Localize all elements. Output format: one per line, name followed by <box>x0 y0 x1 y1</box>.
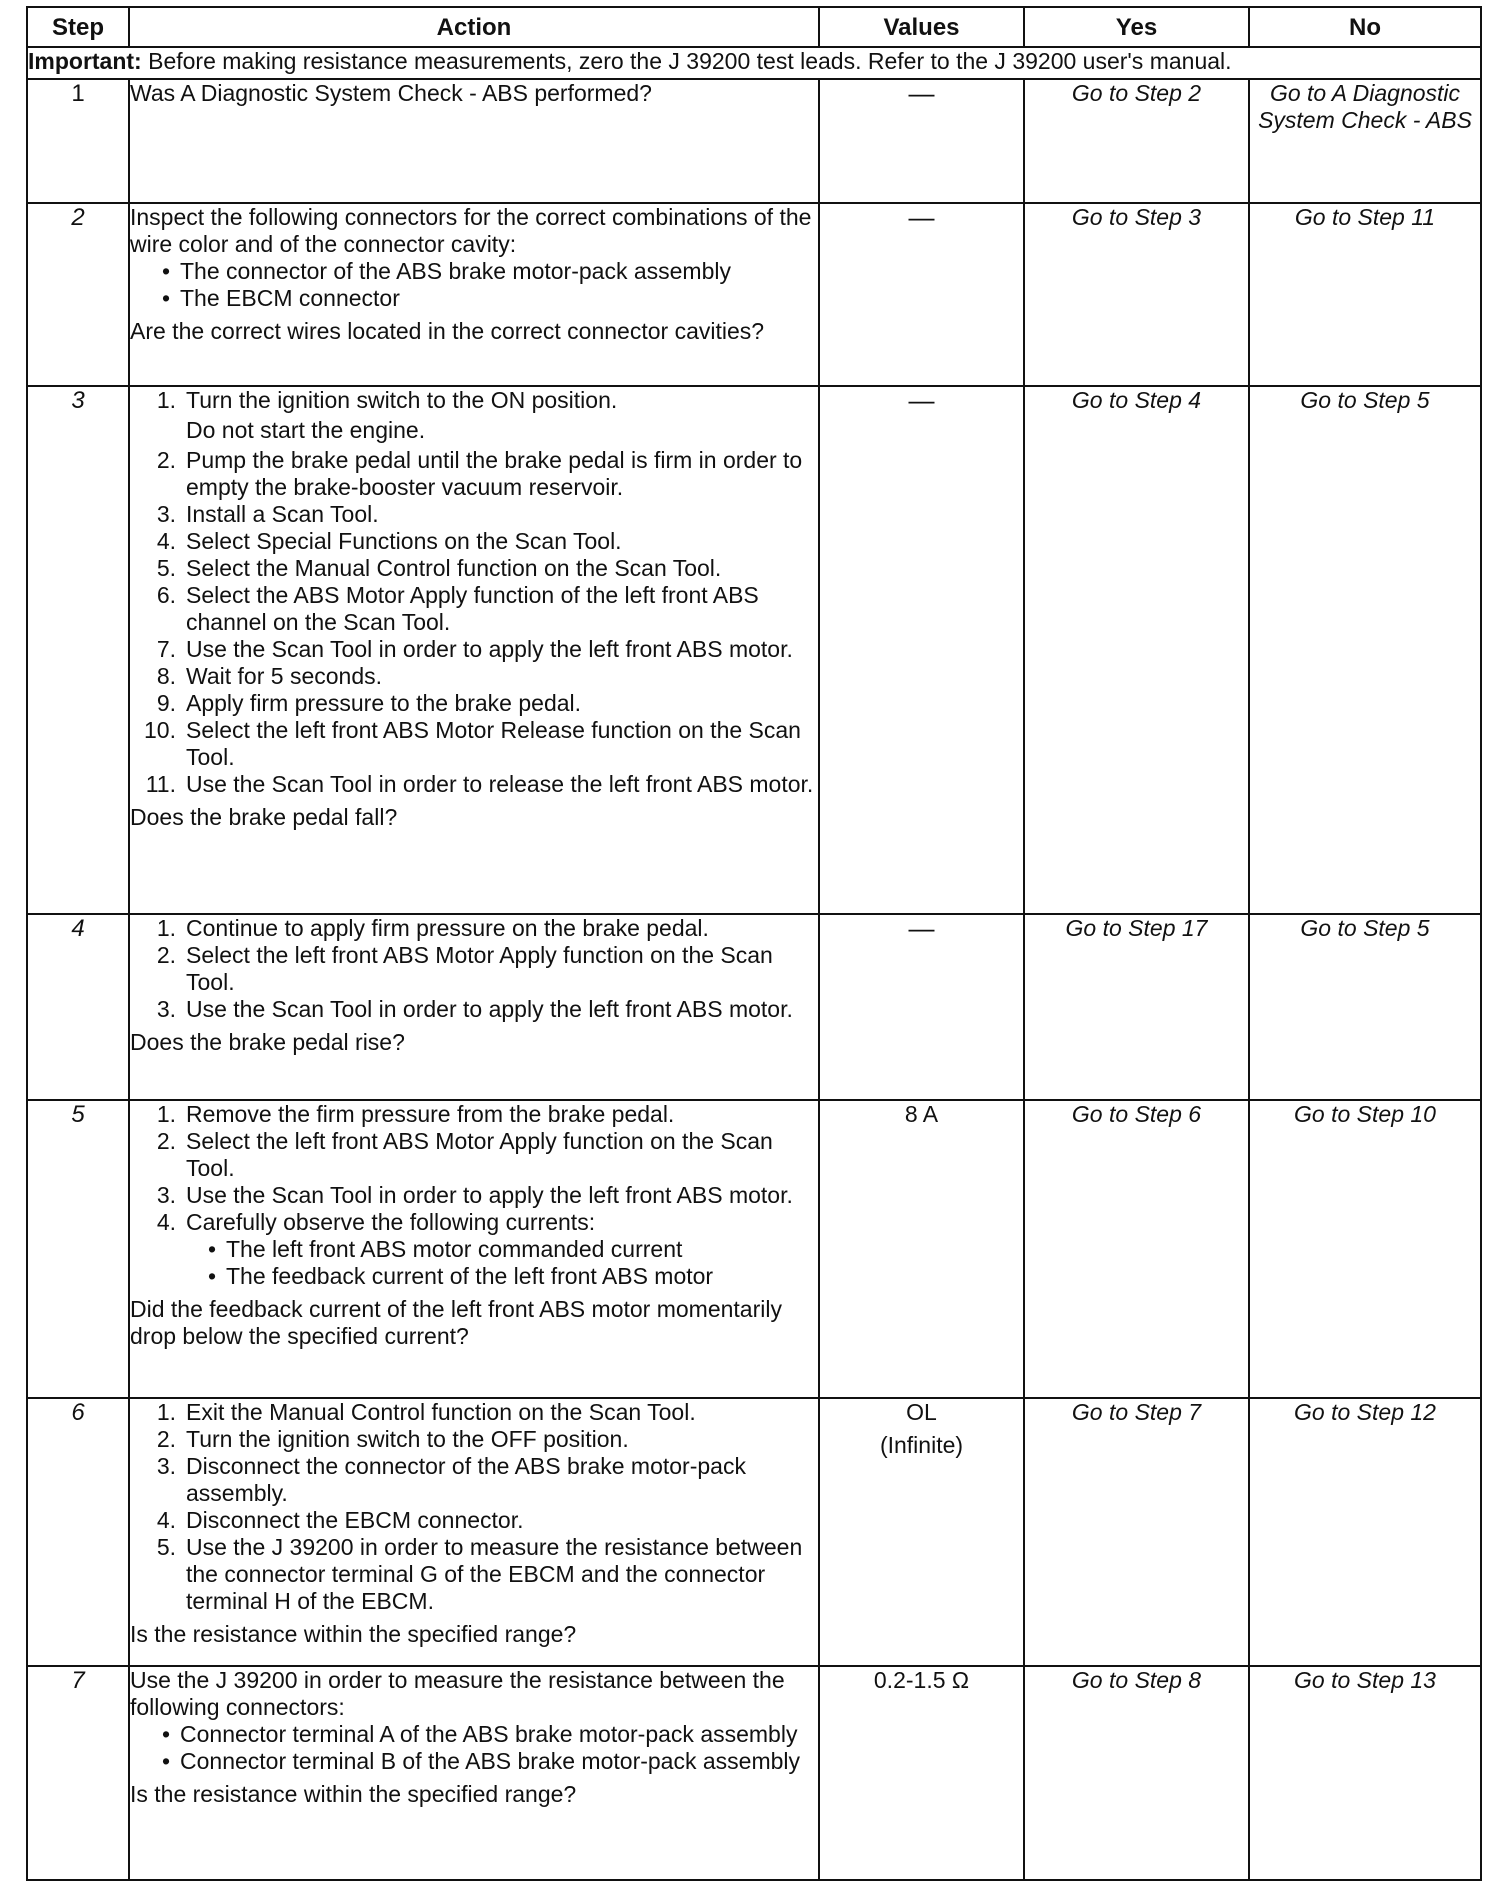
step-number: 4 <box>27 914 129 1100</box>
action-cell <box>129 1666 819 1880</box>
numbered-list <box>130 1101 818 1236</box>
list-item: 3. Install a Scan Tool. <box>156 501 379 527</box>
table-row <box>27 79 1481 203</box>
action-text: Was A Diagnostic System Check - ABS performed? <box>130 80 652 106</box>
no-cell <box>1249 79 1481 203</box>
list-item: 11. Use the Scan Tool in order to release the left front ABS motor. <box>145 771 814 797</box>
action-cell <box>129 386 819 914</box>
no-text-plain: Go to <box>1269 80 1332 106</box>
value-cell <box>819 79 1024 203</box>
list-item: • The feedback current of the left front ABS motor <box>207 1263 714 1289</box>
yes-cell: Go to Step 17 <box>1024 914 1249 1100</box>
list-item: • Connector terminal B of the ABS brake motor-pack assembly <box>161 1748 801 1774</box>
value-cell <box>819 386 1024 914</box>
list-item: 8. Wait for 5 seconds. <box>156 663 383 689</box>
yes-cell: Go to Step 4 <box>1024 386 1249 914</box>
step-number: 5 <box>27 1100 129 1398</box>
list-item: 5. Select the Manual Control function on the Scan Tool. <box>156 555 722 581</box>
bullet-list <box>130 1236 818 1290</box>
no-cell: Go to Step 5 <box>1249 386 1481 914</box>
no-cell: Go to Step 5 <box>1249 914 1481 1100</box>
numbered-list <box>130 915 818 1023</box>
header-step: Step <box>27 7 129 47</box>
value-text: — <box>908 385 935 415</box>
important-row <box>27 47 1481 79</box>
no-cell: Go to Step 12 <box>1249 1398 1481 1666</box>
header-no: No <box>1249 7 1481 47</box>
no-cell: Go to Step 11 <box>1249 203 1481 386</box>
list-item: 1. Turn the ignition switch to the ON position. <box>156 387 618 413</box>
header-action: Action <box>129 7 819 47</box>
value-cell <box>819 1666 1024 1880</box>
list-item: 6. Select the ABS Motor Apply function of the left front ABS channel on the Scan Tool. <box>156 582 759 635</box>
list-item: 2. Pump the brake pedal until the brake pedal is firm in order to empty the brake-booster vacuum reservoir. <box>156 447 803 500</box>
question-text: Are the correct wires located in the correct connector cavities? <box>130 318 765 344</box>
list-item: 3. Disconnect the connector of the ABS brake motor-pack assembly. <box>156 1453 746 1506</box>
list-item: 4. Carefully observe the following currents: <box>156 1209 596 1235</box>
important-label: Important: <box>28 48 142 74</box>
table-row <box>27 203 1481 386</box>
step-number: 2 <box>27 203 129 386</box>
action-cell <box>129 79 819 203</box>
no-text-italic: A Diagnostic System Check - ABS <box>1258 80 1472 133</box>
important-text: Before making resistance measurements, zero the J 39200 test leads. Refer to the J 39200 user's manual. <box>141 48 1232 74</box>
list-item: • The left front ABS motor commanded current <box>207 1236 683 1262</box>
numbered-list <box>130 387 818 798</box>
action-text: Inspect the following connectors for the correct combinations of the wire color and of the connector cavity: <box>130 204 812 257</box>
question-text: Does the brake pedal rise? <box>130 1029 405 1055</box>
action-cell <box>129 914 819 1100</box>
list-item: • Connector terminal A of the ABS brake motor-pack assembly <box>161 1721 798 1747</box>
table-row <box>27 1100 1481 1398</box>
header-values: Values <box>819 7 1024 47</box>
value-text: OL <box>906 1399 937 1425</box>
table-row <box>27 1398 1481 1666</box>
diagnostic-table <box>26 6 1482 1881</box>
list-item: 5. Use the J 39200 in order to measure the resistance between the connector terminal G of the EBCM and the connector terminal H of the EBCM. <box>156 1534 803 1614</box>
value-cell <box>819 1100 1024 1398</box>
list-item: 1. Exit the Manual Control function on the Scan Tool. <box>156 1399 696 1425</box>
value-text: — <box>908 78 935 108</box>
header-yes: Yes <box>1024 7 1249 47</box>
list-item: 7. Use the Scan Tool in order to apply the left front ABS motor. <box>156 636 793 662</box>
yes-cell: Go to Step 2 <box>1024 79 1249 203</box>
yes-cell: Go to Step 3 <box>1024 203 1249 386</box>
action-cell <box>129 1398 819 1666</box>
question-text: Did the feedback current of the left front ABS motor momentarily drop below the specified current? <box>130 1296 782 1349</box>
list-item: 3. Use the Scan Tool in order to apply the left front ABS motor. <box>156 996 793 1022</box>
list-item: 2. Turn the ignition switch to the OFF position. <box>156 1426 629 1452</box>
list-item: Do not start the engine. <box>186 417 426 443</box>
action-text: Use the J 39200 in order to measure the resistance between the following connectors: <box>130 1667 785 1720</box>
list-item: • The connector of the ABS brake motor-pack assembly <box>161 258 731 284</box>
action-cell <box>129 1100 819 1398</box>
question-text: Is the resistance within the specified range? <box>130 1781 577 1807</box>
value-text: — <box>908 913 935 943</box>
list-item: 4. Select Special Functions on the Scan Tool. <box>156 528 622 554</box>
question-text: Does the brake pedal fall? <box>130 804 398 830</box>
step-number: 6 <box>27 1398 129 1666</box>
header-row <box>27 7 1481 47</box>
yes-cell: Go to Step 6 <box>1024 1100 1249 1398</box>
value-cell <box>819 914 1024 1100</box>
question-text: Is the resistance within the specified range? <box>130 1621 577 1647</box>
value-text: — <box>908 202 935 232</box>
table-row <box>27 914 1481 1100</box>
value-cell <box>819 203 1024 386</box>
value-subtext: (Infinite) <box>879 1432 964 1458</box>
value-cell <box>819 1398 1024 1666</box>
list-item: 1. Remove the firm pressure from the brake pedal. <box>156 1101 675 1127</box>
no-cell: Go to Step 10 <box>1249 1100 1481 1398</box>
no-cell: Go to Step 13 <box>1249 1666 1481 1880</box>
list-item: 1. Continue to apply firm pressure on the brake pedal. <box>156 915 709 941</box>
list-item: 10. Select the left front ABS Motor Release function on the Scan Tool. <box>144 717 801 770</box>
list-item: 2. Select the left front ABS Motor Apply function on the Scan Tool. <box>156 1128 773 1181</box>
numbered-list <box>130 1399 818 1615</box>
table-row <box>27 386 1481 914</box>
bullet-list <box>130 1721 818 1775</box>
important-note <box>27 47 1481 79</box>
step-number: 1 <box>27 79 129 203</box>
step-number: 3 <box>27 386 129 914</box>
bullet-list <box>130 258 818 312</box>
value-text: 8 A <box>904 1101 939 1127</box>
list-item: 9. Apply firm pressure to the brake pedal. <box>156 690 582 716</box>
step-number: 7 <box>27 1666 129 1880</box>
list-item: 2. Select the left front ABS Motor Apply function on the Scan Tool. <box>156 942 773 995</box>
action-cell <box>129 203 819 386</box>
list-item: 3. Use the Scan Tool in order to apply the left front ABS motor. <box>156 1182 793 1208</box>
list-item: • The EBCM connector <box>161 285 400 311</box>
yes-cell: Go to Step 8 <box>1024 1666 1249 1880</box>
value-text: 0.2-1.5 Ω <box>873 1667 970 1693</box>
list-item: 4. Disconnect the EBCM connector. <box>156 1507 524 1533</box>
table-row <box>27 1666 1481 1880</box>
yes-cell: Go to Step 7 <box>1024 1398 1249 1666</box>
